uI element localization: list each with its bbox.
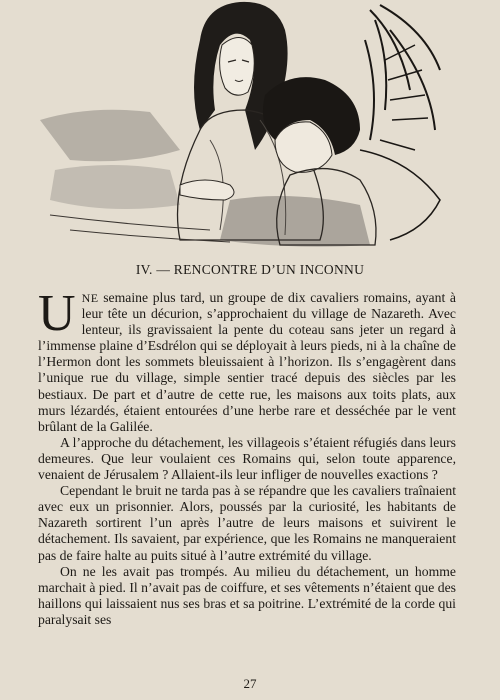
paragraph-3: Cependant le bruit ne tarda pas à se répandre que les cavaliers traînaient avec eux un prisonnier. Alors, poussés par la curiosité, les habitants de Nazareth sortirent l’un après l’autre de leurs maisons et suivirent le détachement. Ils savaient, par expérience, que les Romains ne manqueraient pas de faire halte au puits situé à l’autre extrémité du village. (38, 483, 456, 563)
paragraph-1-text: semaine plus tard, un groupe de dix cavaliers romains, ayant à leur tête un décurion, s’approchaient du village de Nazareth. Avec lenteur, ils gravissaient la pente du coteau sans jeter un regard à l’immense plaine d’Esdrélon qui se déployait à leurs pieds, ni à la chaîne de l’Hermon dont les sommets bleuissaient à l’horizon. Ils s’engagèrent dans l’unique rue du village, simple sentier tracé depuis des siècles par les bestiaux. De part et d’autre de cette rue, les maisons aux toits plats, aux murs lézardés, étaient entourées d’une herbe rare et desséchée par le vent brûlant de la Galilée. (38, 290, 456, 434)
illustration-woman-and-child (30, 0, 450, 250)
chapter-body-text (38, 285, 456, 628)
paragraph-1 (38, 285, 456, 435)
drop-cap: U (38, 285, 76, 342)
paragraph-2: A l’approche du détachement, les villageois s’étaient réfugiés dans leurs demeures. Que leur voulaient ces Romains qui, selon toute apparence, venaient de Jérusalem ? Allaient-ils leur infliger de nouvelles exactions ? (38, 434, 456, 483)
opening-small-caps: NE (81, 291, 99, 305)
paragraph-4: On ne les avait pas trompés. Au milieu du détachement, un homme marchait à pied. Il n’avait pas de coiffure, et ses vêtements n’étaient que des haillons qui laissaient nus ses bras et sa poitrine. L’extrémité de la corde qui paralysait ses (38, 563, 456, 627)
chapter-title: IV. — RENCONTRE D’UN INCONNU (135, 262, 365, 277)
ink-illustration (30, 0, 450, 250)
page-number: 27 (243, 676, 257, 691)
